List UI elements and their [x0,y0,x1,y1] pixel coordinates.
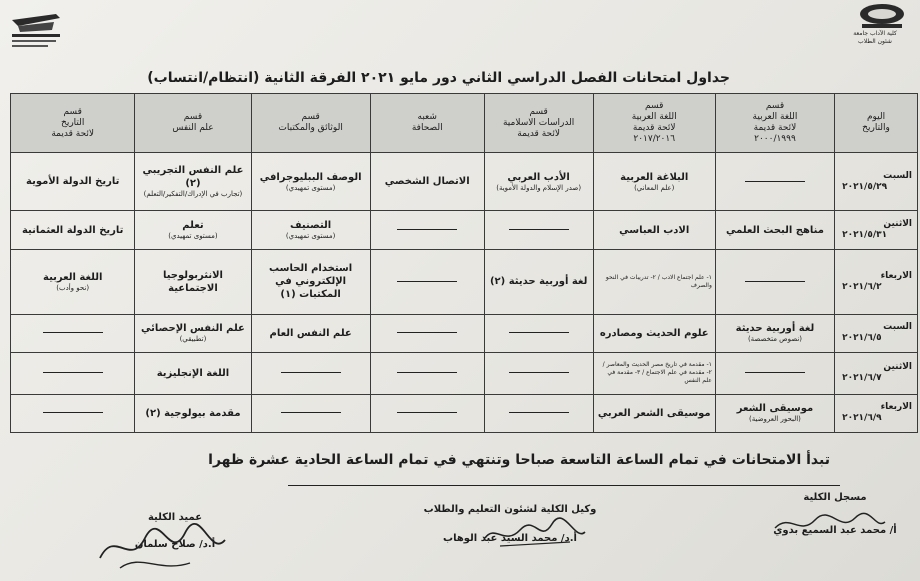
subject-name: اللغة العربية [43,271,103,283]
no-exam-dash [509,332,569,333]
exam-date: ٢٠٢١/٦/٧ [842,373,882,384]
exam-cell [11,211,135,249]
day-date-cell [835,314,918,352]
subject-detail: ١- علم اجتماع الادب / ٢- تدريبات في النحو والصرف [605,273,712,289]
subject-detail: (صدر الإسلام والدولة الأموية) [496,183,582,192]
exam-cell [135,211,251,249]
no-exam-dash [43,332,103,333]
day-date-cell [835,352,918,394]
no-exam-dash [43,372,103,373]
subject-name: موسيقى الشعر العربي [597,407,711,419]
header-cell [593,94,715,153]
header-cell [484,94,593,153]
dean-title: عميد الكلية [147,512,203,523]
exam-cell [11,394,135,433]
day-name: الاثنين [883,219,912,230]
exam-cell [370,249,484,314]
subject-detail: (مستوى تمهيدي) [285,183,336,192]
exam-cell [484,394,593,433]
exam-cell [251,211,370,249]
subject-name: تاريخ الدولة الأموية [26,176,120,188]
day-name: الاثنين [883,362,912,373]
header-text: قسم [183,112,203,122]
exam-cell [593,394,715,433]
header-text: لائحة قديمة [517,128,560,139]
exam-cell [484,211,593,249]
header-text: ٢٠٠٠/١٩٩٩ [754,134,796,144]
exam-cell [135,153,251,211]
no-exam-dash [509,372,569,373]
table-row [11,352,918,394]
exam-cell [715,211,834,249]
header-cell [835,94,918,153]
header-text: لائحة قديمة [753,123,797,133]
exam-cell [715,314,834,352]
dean-handwritten-signature [90,518,230,578]
subject-detail: (تطبيقي) [179,335,207,344]
exam-cell [593,314,715,352]
header-text: الدراسات الاسلامية [502,117,575,128]
exam-cell [593,352,715,394]
no-exam-dash [745,372,805,373]
header-text: اللغة العربية [752,112,798,122]
day-date-cell [835,249,918,314]
header-text: شعبه [417,112,437,122]
exam-cell [484,352,593,394]
vice-dean-title: وكيل الكلية لشئون التعليم والطلاب [423,504,597,515]
exam-cell [251,314,370,352]
subject-detail: (مستوى تمهيدي) [168,232,218,241]
subject-name: البلاغة العربية [620,171,689,183]
header-text: علم النفس [172,123,214,133]
subject-detail: (نصوص متخصصة) [747,335,802,344]
table-row [11,249,918,314]
registrar-title: مسجل الكلية [803,492,867,503]
table-row [11,394,918,433]
vice-dean-name: أ.د/ محمد السيد عبد الوهاب [443,533,577,544]
exam-cell [593,249,715,314]
header-text: ٢٠١٧/٢٠١٦ [633,134,676,144]
no-exam-dash [397,229,457,230]
page-title: جداول امتحانات الفصل الدراسي الثاني دور مايو ٢٠٢١ الفرقة الثانية (انتظام/انتساب) [147,70,730,86]
exam-cell [715,352,834,394]
exam-cell [715,249,834,314]
header-cell [135,94,251,153]
exam-cell [484,249,593,314]
exam-cell [484,314,593,352]
header-text: قسم [529,106,548,117]
college-logo-left [8,12,64,52]
exam-cell [135,249,251,314]
header-text: قسم [765,101,785,111]
exam-cell [11,249,135,314]
exam-cell [370,153,484,211]
exam-cell [11,314,135,352]
table-row [11,314,918,352]
header-text: قسم [301,112,320,122]
no-exam-dash [397,281,457,282]
subject-name: لغة أوربية حديثة (٢) [489,276,588,288]
no-exam-dash [281,372,341,373]
subject-name: علم النفس العام [269,327,352,339]
header-text: التاريخ [61,117,85,128]
header-cell [370,94,484,153]
exam-cell [370,352,484,394]
subject-name: لغة أوربية حديثة [735,323,815,335]
no-exam-dash [397,372,457,373]
exam-cell [135,314,251,352]
subject-name: الادب العباسي [619,224,690,236]
day-date-cell [835,211,918,249]
subject-name: الوصف الببليوجرافي [259,171,362,183]
table-body [11,153,918,433]
table-header-row [11,94,918,153]
day-name: السبت [883,322,912,333]
exam-cell [135,352,251,394]
day-name: الاربعاء [880,402,912,413]
exam-cell [135,394,251,433]
header-text: لائحة قديمة [51,128,95,139]
header-cell [251,94,370,153]
exam-cell [370,394,484,433]
header-text: اللغة العربية [631,112,677,122]
exam-cell [251,394,370,433]
subject-name: مقدمة بيولوجية (٢) [145,407,241,419]
exam-date: ٢٠٢١/٦/٥ [842,333,882,344]
exam-time-note: تبدأ الامتحانات في تمام الساعة التاسعة صباحا وتنتهي في تمام الساعة الحادية عشرة ظهرا [208,452,830,468]
subject-name: تاريخ الدولة العثمانية [21,224,124,236]
exam-cell [370,314,484,352]
subject-name: اللغة الإنجليزية [156,367,230,379]
exam-date: ٢٠٢١/٥/٢٩ [842,181,888,192]
no-exam-dash [509,229,569,230]
no-exam-dash [281,412,341,413]
header-text: قسم [63,106,82,117]
subject-name: علوم الحديث ومصادره [599,327,709,339]
subject-name: استخدام الحاسب الإلكتروني في المكتبات (١) [269,263,353,301]
subject-name: الاتصال الشخصي [384,176,470,188]
exam-cell [593,211,715,249]
no-exam-dash [745,181,805,182]
exam-schedule-table [10,93,918,433]
header-text: قسم [645,101,664,111]
exam-cell [593,153,715,211]
header-text: الوثائق والمكتبات [278,123,343,133]
table-row [11,211,918,249]
subject-name: موسيقى الشعر [736,403,814,415]
subject-name: التصنيف [290,220,332,232]
exam-cell [370,211,484,249]
no-exam-dash [397,332,457,333]
subject-detail: (نحو وأدب) [56,283,90,292]
header-cell [11,94,135,153]
exam-cell [251,352,370,394]
exam-date: ٢٠٢١/٥/٣١ [842,230,888,241]
no-exam-dash [397,412,457,413]
subject-name: علم النفس الإحصائي [141,323,245,335]
header-text: اليوم [866,112,886,122]
exam-date: ٢٠٢١/٦/٢ [842,281,882,292]
exam-cell [251,249,370,314]
no-exam-dash [509,412,569,413]
header-text: الصحافة [411,123,443,133]
subject-detail: (البحور العروضية) [749,415,801,424]
exam-cell [11,153,135,211]
subject-detail: (علم المعاني) [634,183,675,192]
header-text: والتاريخ [862,123,890,133]
day-date-cell [835,394,918,433]
exam-cell [715,394,834,433]
day-date-cell [835,153,918,211]
exam-cell [715,153,834,211]
subject-detail: (تجارب في الإدراك/التفكير/التعلم) [143,190,243,199]
subject-detail: ١- مقدمة في تاريخ مصر الحديث والمعاصر / ٢- مقدمة في علم الاجتماع / ٣- مقدمة في علم النفس [602,361,712,385]
day-name: السبت [883,170,912,181]
registrar-name: أ/ محمد عبد السميع بدوي [773,525,897,536]
subject-name: علم النفس التجريبي (٢) [142,165,244,190]
registrar-handwritten-signature [770,508,890,538]
subject-detail: (مستوى تمهيدي) [285,232,336,241]
subject-name: تعلم [182,220,204,232]
note-underline [288,485,840,486]
subject-name: مناهج البحث العلمي [726,224,824,236]
exam-cell [484,153,593,211]
subject-name: الأدب العربي [507,171,570,183]
exam-date: ٢٠٢١/٦/٩ [842,413,882,424]
exam-cell [251,153,370,211]
table-row [11,153,918,211]
day-name: الاربعاء [880,270,912,281]
vice-dean-handwritten-signature [480,516,590,550]
exam-cell [11,352,135,394]
no-exam-dash [745,281,805,282]
header-text: لائحة قديمة [632,123,676,133]
subject-name: الانثربولوجيا الاجتماعية [162,269,223,294]
no-exam-dash [43,412,103,413]
dean-name: أ.د/ صلاح سلمان [134,539,216,550]
header-cell [715,94,834,153]
logo-right-caption: كلية الآداب جامعة شئون الطلاب [853,30,897,45]
